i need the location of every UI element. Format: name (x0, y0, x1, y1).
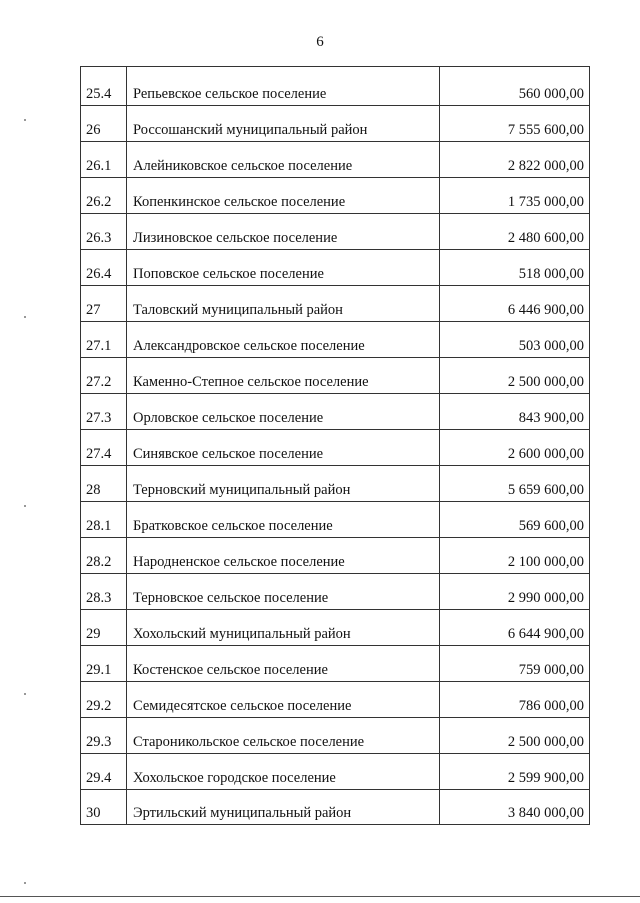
row-name: Братковское сельское поселение (127, 502, 440, 538)
table-row (81, 67, 590, 106)
scan-speck (24, 882, 26, 884)
row-name: Орловское сельское поселение (127, 394, 440, 430)
row-sum: 1 735 000,00 (440, 178, 590, 214)
table-row (81, 358, 590, 394)
table-row (81, 250, 590, 286)
table-row (81, 574, 590, 610)
row-number: 26.3 (81, 214, 127, 250)
row-sum: 3 840 000,00 (440, 790, 590, 825)
row-number: 27.4 (81, 430, 127, 466)
row-sum: 5 659 600,00 (440, 466, 590, 502)
row-name: Народненское сельское поселение (127, 538, 440, 574)
table-row (81, 394, 590, 430)
row-number: 27.1 (81, 322, 127, 358)
bottom-scan-line (0, 896, 640, 897)
row-name: Староникольское сельское поселение (127, 718, 440, 754)
row-sum: 2 822 000,00 (440, 142, 590, 178)
row-number: 29.3 (81, 718, 127, 754)
row-name: Костенское сельское поселение (127, 646, 440, 682)
row-number: 25.4 (81, 67, 127, 106)
row-name: Алейниковское сельское поселение (127, 142, 440, 178)
row-sum: 569 600,00 (440, 502, 590, 538)
row-number: 28.3 (81, 574, 127, 610)
table-row (81, 178, 590, 214)
row-number: 26.4 (81, 250, 127, 286)
row-name: Семидесятское сельское поселение (127, 682, 440, 718)
table-row (81, 718, 590, 754)
row-sum: 503 000,00 (440, 322, 590, 358)
row-sum: 2 100 000,00 (440, 538, 590, 574)
row-name: Эртильский муниципальный район (127, 790, 440, 825)
row-name: Каменно-Степное сельское поселение (127, 358, 440, 394)
row-name: Россошанский муниципальный район (127, 106, 440, 142)
scan-speck (24, 693, 26, 695)
table-row (81, 538, 590, 574)
row-number: 26.1 (81, 142, 127, 178)
row-name: Хохольское городское поселение (127, 754, 440, 790)
row-number: 26 (81, 106, 127, 142)
row-name: Поповское сельское поселение (127, 250, 440, 286)
row-sum: 843 900,00 (440, 394, 590, 430)
table-row (81, 214, 590, 250)
row-sum: 2 599 900,00 (440, 754, 590, 790)
scan-speck (24, 316, 26, 318)
row-sum: 6 446 900,00 (440, 286, 590, 322)
row-number: 29.2 (81, 682, 127, 718)
row-sum: 759 000,00 (440, 646, 590, 682)
table-row (81, 790, 590, 825)
row-sum: 6 644 900,00 (440, 610, 590, 646)
table-body (81, 67, 590, 825)
table-row (81, 142, 590, 178)
row-number: 29 (81, 610, 127, 646)
table-row (81, 754, 590, 790)
row-number: 27.2 (81, 358, 127, 394)
table-row (81, 610, 590, 646)
page-number: 6 (316, 34, 324, 50)
row-name: Копенкинское сельское поселение (127, 178, 440, 214)
row-sum: 2 500 000,00 (440, 718, 590, 754)
row-number: 29.1 (81, 646, 127, 682)
table-row (81, 466, 590, 502)
table-row (81, 502, 590, 538)
row-name: Терновское сельское поселение (127, 574, 440, 610)
table-row (81, 430, 590, 466)
row-number: 28.1 (81, 502, 127, 538)
row-sum: 2 500 000,00 (440, 358, 590, 394)
scan-speck (24, 505, 26, 507)
row-name: Александровское сельское поселение (127, 322, 440, 358)
table-row (81, 106, 590, 142)
row-name: Лизиновское сельское поселение (127, 214, 440, 250)
row-name: Синявское сельское поселение (127, 430, 440, 466)
row-number: 27 (81, 286, 127, 322)
row-name: Терновский муниципальный район (127, 466, 440, 502)
row-sum: 560 000,00 (440, 67, 590, 106)
row-sum: 518 000,00 (440, 250, 590, 286)
table-row (81, 646, 590, 682)
row-number: 26.2 (81, 178, 127, 214)
table-row (81, 322, 590, 358)
row-name: Таловский муниципальный район (127, 286, 440, 322)
row-name: Хохольский муниципальный район (127, 610, 440, 646)
row-name: Репьевское сельское поселение (127, 67, 440, 106)
scan-speck (24, 119, 26, 121)
row-number: 29.4 (81, 754, 127, 790)
table-row (81, 286, 590, 322)
table-row (81, 682, 590, 718)
row-sum: 2 600 000,00 (440, 430, 590, 466)
row-number: 28.2 (81, 538, 127, 574)
row-number: 30 (81, 790, 127, 825)
row-sum: 7 555 600,00 (440, 106, 590, 142)
row-number: 27.3 (81, 394, 127, 430)
row-sum: 786 000,00 (440, 682, 590, 718)
budget-table (80, 66, 590, 825)
row-sum: 2 990 000,00 (440, 574, 590, 610)
row-sum: 2 480 600,00 (440, 214, 590, 250)
row-number: 28 (81, 466, 127, 502)
